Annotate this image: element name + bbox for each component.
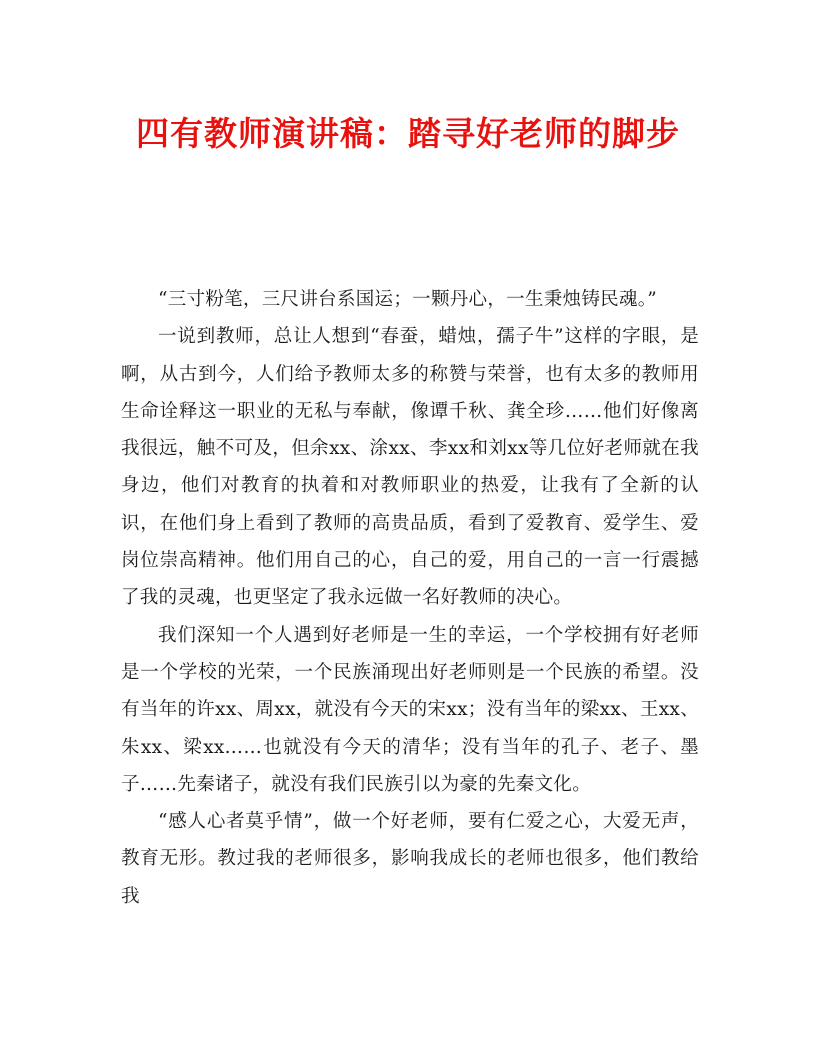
- paragraph-4: “感人心者莫乎情”，做一个好老师，要有仁爱之心，大爱无声，教育无形。教过我的老师很多，影响我成长的老师也很多，他们教给我: [121, 811, 699, 907]
- paragraph-3: 我们深知一个人遇到好老师是一生的幸运，一个学校拥有好老师是一个学校的光荣，一个民族涌现出好老师则是一个民族的希望。没有当年的许xx、周xx，就没有今天的宋xx；没有当年的梁xx、王xx、朱xx、梁xx……也就没有今天的清华；没有当年的孔子、老子、墨子……先秦诸子，就没有我们民族引以为豪的先秦文化。: [121, 624, 699, 795]
- paragraph-2: 一说到教师，总让人想到“春蚕，蜡烛，孺子牛”这样的字眼，是啊，从古到今，人们给予教师太多的称赞与荣誉，也有太多的教师用生命诠释这一职业的无私与奉献，像谭千秋、龚全珍……他们好像离我很远，触不可及，但余xx、涂xx、李xx和刘xx等几位好老师就在我身边，他们对教育的执着和对教师职业的热爱，让我有了全新的认识，在他们身上看到了教师的高贵品质，看到了爱教育、爱学生、爱岗位崇高精神。他们用自己的心，自己的爱，用自己的一言一行震撼了我的灵魂，也更坚定了我永远做一名好教师的决心。: [121, 326, 699, 609]
- document-title: 四有教师演讲稿：踏寻好老师的脚步: [136, 114, 680, 153]
- document-body: [121, 281, 699, 915]
- paragraph-1: “三寸粉笔，三尺讲台系国运；一颗丹心，一生秉烛铸民魂。”: [158, 289, 658, 310]
